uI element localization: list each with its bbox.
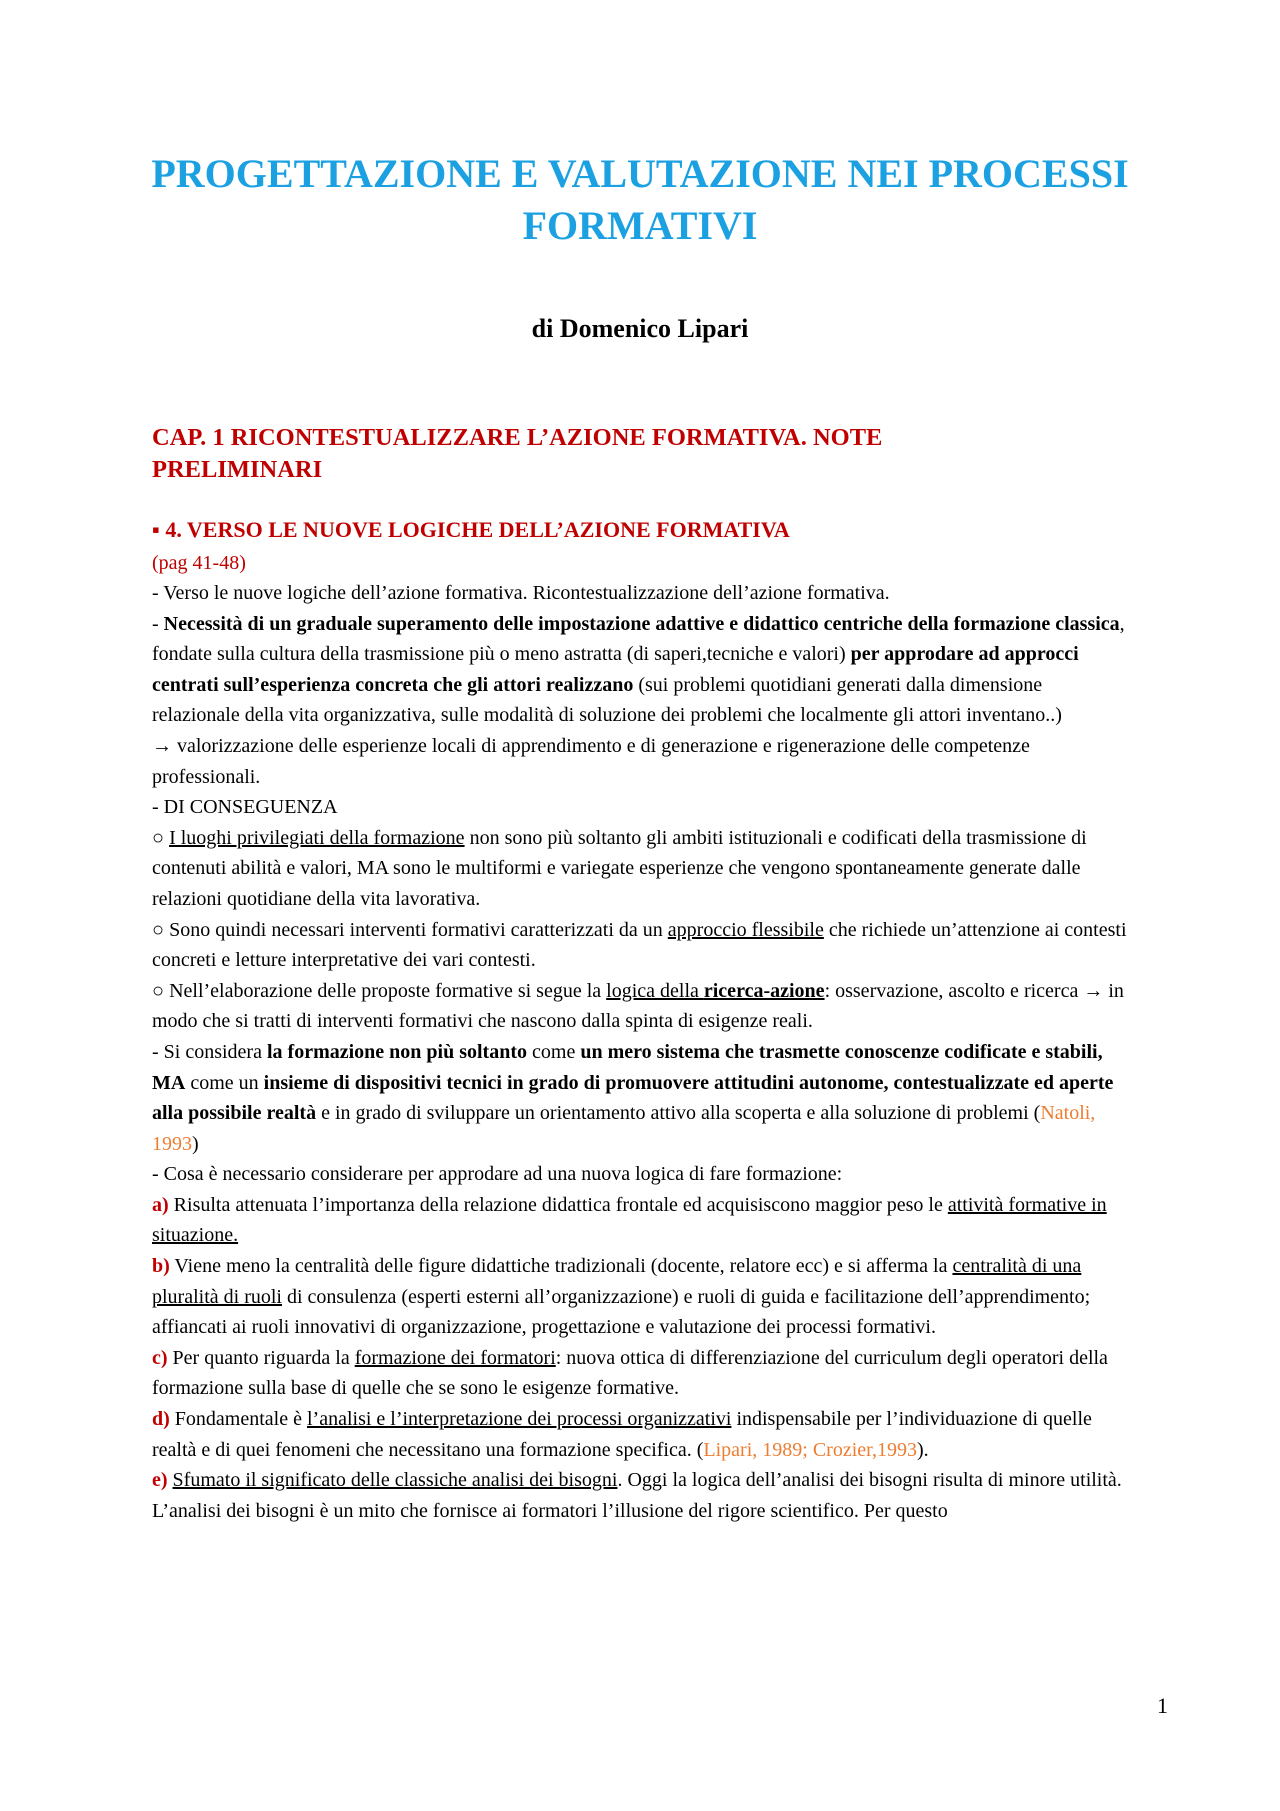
list-item: e) Sfumato il significato delle classiche analisi dei bisogni. Oggi la logica dell’analisi dei bisogni risulta di minore utilità. [152, 1469, 1122, 1492]
paragraph: - Cosa è necessario considerare per approdare ad una nuova logica di fare formazione: [152, 1163, 843, 1186]
square-bullet-icon: ▪ [152, 517, 160, 542]
list-item: b) Viene meno la centralità delle figure didattiche tradizionali (docente, relatore ecc) e si afferma la centralità di una pluralità di ruoli di consulenza (esperti esterni all’organizzazione) e ruoli di guida e facilitazione dell’apprendimento; affiancati ai ruoli innovativi di organizzazione, progettazione e valutazione dei processi formativi. [152, 1255, 1091, 1339]
paragraph: - Verso le nuove logiche dell’azione formativa. Ricontestualizzazione dell’azione formativa. [152, 582, 890, 604]
paragraph: - Si considera la formazione non più soltanto come un mero sistema che trasmette conoscenze codificate e stabili, MA come un insieme di dispositivi tecnici in grado di promuovere attitudini autonome, contestualizzate ed aperte alla possibile realtà e in grado di sviluppare un orientamento attivo alla scoperta e alla soluzione di problemi (Natoli, 1993) [152, 1040, 1114, 1155]
paragraph: - Necessità di un graduale superamento delle impostazione adattive e didattico centriche della formazione classica, fondate sulla cultura della trasmissione più o meno astratta (di saperi,tecniche e valori) per approdare ad approcci centrati sull’esperienza concreta che gli attori realizzano (sui problemi quotidiani generati dalla dimensione relazionale della vita organizzativa, sulle modalità di soluzione dei problemi che localmente gli attori inventano..) [152, 612, 1125, 727]
list-item: a) Risulta attenuata l’importanza della relazione didattica frontale ed acquisiscono maggior peso le attività formative in situazione. [152, 1193, 1107, 1247]
paragraph: L’analisi dei bisogni è un mito che fornisce ai formatori l’illusione del rigore scientifico. Per questo [152, 1499, 948, 1522]
list-item: c) Per quanto riguarda la formazione dei formatori: nuova ottica di differenziazione del curriculum degli operatori della formazione sulla base di quelle che se sono le esigenze formative. [152, 1346, 1108, 1400]
section-heading [152, 515, 1132, 545]
section-title: 4. VERSO LE NUOVE LOGICHE DELL’AZIONE FORMATIVA [165, 517, 790, 542]
list-item: ○ Nell’elaborazione delle proposte formative si segue la logica della ricerca-azione: osservazione, ascolto e ricerca → in modo che si tratti di interventi formativi che nascono dalla spinta di esigenze reali. [152, 979, 1124, 1033]
paragraph: → valorizzazione delle esperienze locali di apprendimento e di generazione e rigenerazione delle competenze professionali. [152, 734, 1030, 788]
list-item: ○ I luoghi privilegiati della formazione non sono più soltanto gli ambiti istituzionali e codificati della trasmissione di contenuti abilità e valori, MA sono le multiformi e variegate esperienze che vengono spontaneamente generate dalle relazioni quotidiane della vita lavorativa. [152, 826, 1087, 910]
list-item: ○ Sono quindi necessari interventi formativi caratterizzati da un approccio flessibile che richiede un’attenzione ai contesti concreti e letture interpretative dei vari contesti. [152, 918, 1127, 972]
citation: Natoli, 1993 [152, 1102, 1096, 1155]
paragraph: - DI CONSEGUENZA [152, 796, 338, 819]
document-author: di Domenico Lipari [531, 314, 749, 343]
citation: Lipari, 1989; Crozier,1993 [703, 1438, 917, 1461]
circle-bullet-icon: ○ [152, 826, 170, 849]
chapter-heading: CAP. 1 RICONTESTUALIZZARE L’AZIONE FORMATIVA. NOTE PRELIMINARI [152, 424, 883, 483]
document-body [152, 578, 1132, 1526]
list-item: d) Fondamentale è l’analisi e l’interpretazione dei processi organizzativi indispensabile per l’individuazione di quelle realtà e di quei fenomeni che necessitano una formazione specifica. (Lipari, 1989; Crozier,1993). [152, 1408, 1092, 1461]
page-number: 1 [1157, 1693, 1168, 1718]
section-pages: (pag 41-48) [152, 552, 246, 574]
document-title: PROGETTAZIONE E VALUTAZIONE NEI PROCESSI FORMATIVI [151, 151, 1129, 248]
